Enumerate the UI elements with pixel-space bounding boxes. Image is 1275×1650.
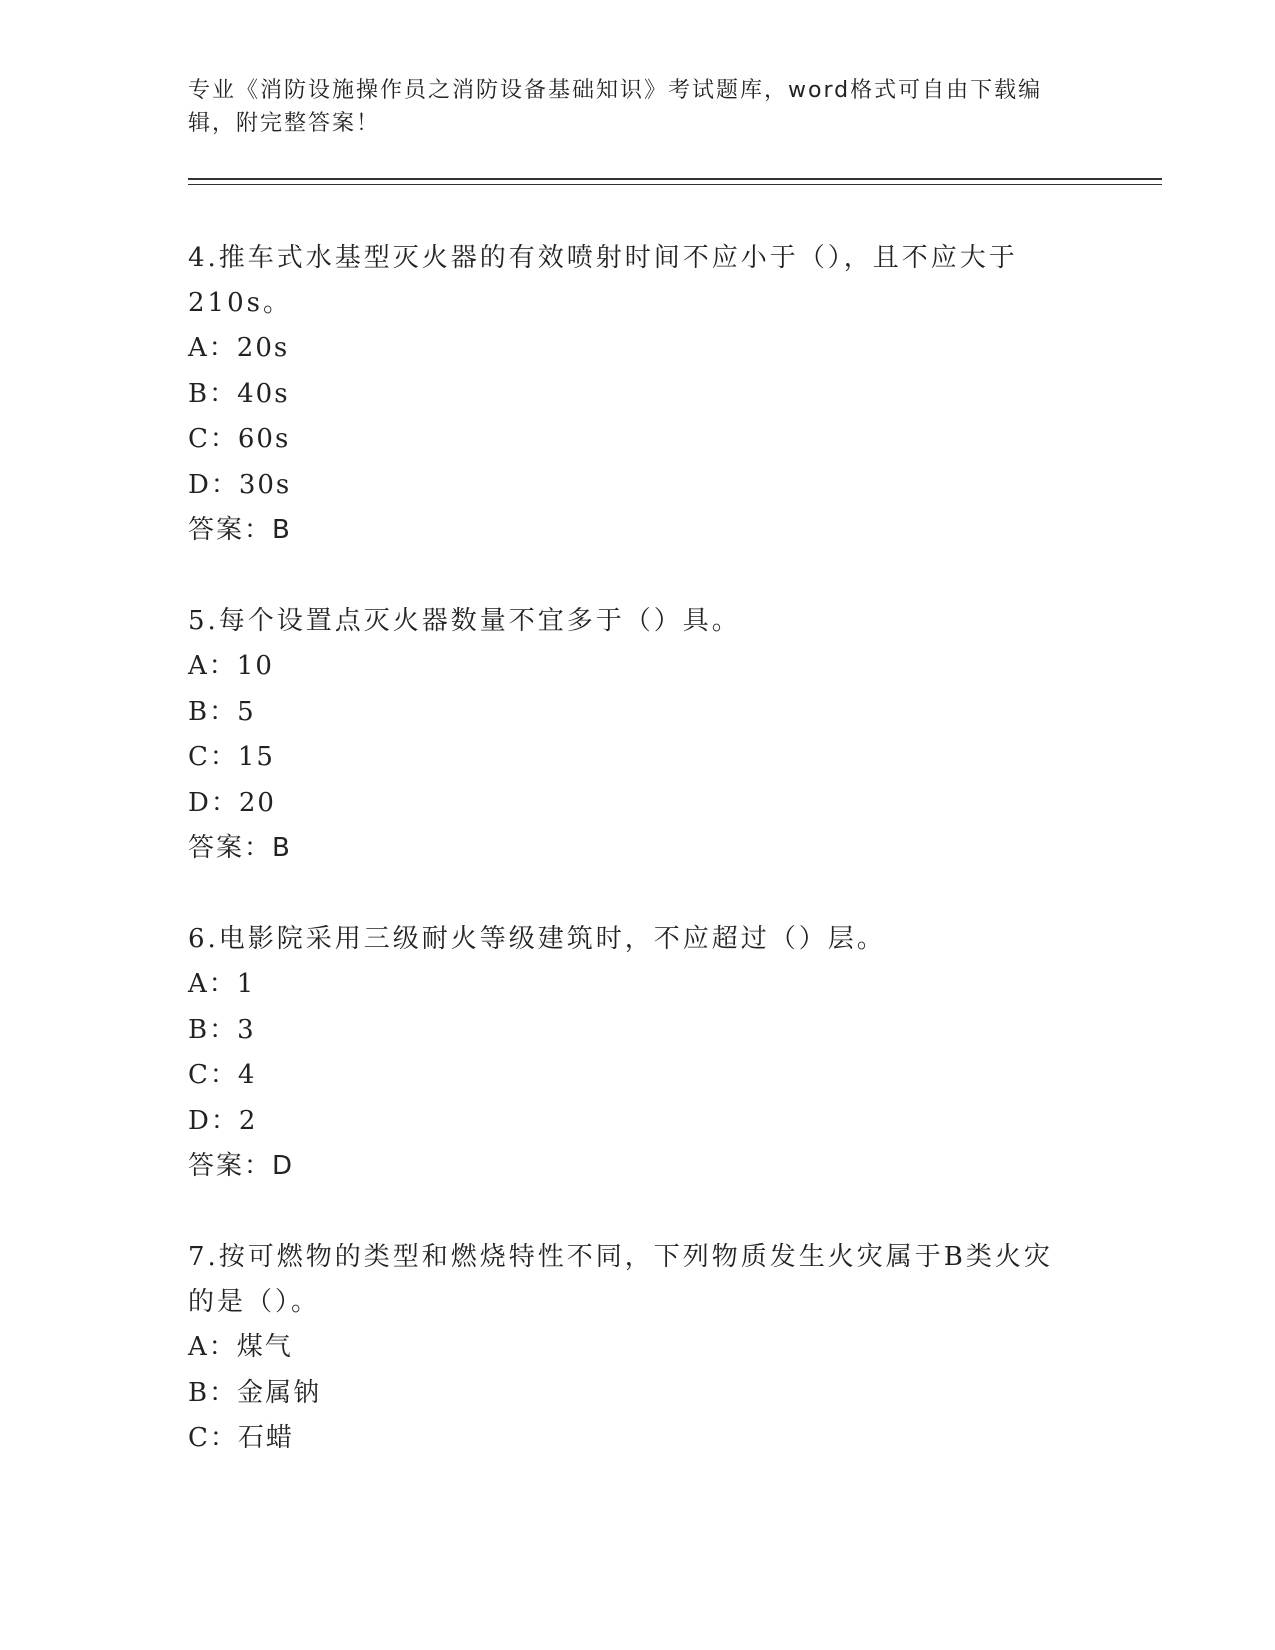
header-divider-thin <box>188 184 1162 185</box>
question-7 <box>188 1235 1068 1462</box>
answer-line: 答案：B <box>188 515 292 545</box>
question-list <box>188 236 1068 1508</box>
question-stem: 7.按可燃物的类型和燃烧特性不同，下列物质发生火灾属于B类火灾的是（）。 <box>188 1242 1053 1317</box>
question-stem: 5.每个设置点灭火器数量不宜多于（）具。 <box>188 606 741 636</box>
option-b: B：40s <box>188 378 290 409</box>
option-c: C：4 <box>188 1060 257 1090</box>
header-divider-thick <box>188 178 1162 180</box>
option-c: C：石蜡 <box>188 1423 294 1453</box>
option-a: A：1 <box>188 969 256 999</box>
document-header: 专业《消防设施操作员之消防设备基础知识》考试题库，word格式可自由下载编辑，附完整答案！ <box>188 78 1043 136</box>
option-a: A：20s <box>188 333 290 363</box>
option-b: B：金属钠 <box>188 1377 322 1408</box>
question-stem: 6.电影院采用三级耐火等级建筑时，不应超过（）层。 <box>188 924 886 954</box>
option-c: C：15 <box>188 742 275 772</box>
option-b: B：5 <box>188 696 256 727</box>
option-a: A：煤气 <box>188 1332 293 1362</box>
question-4 <box>188 236 1068 553</box>
option-d: D：30s <box>188 469 292 500</box>
question-5 <box>188 599 1068 871</box>
question-stem: 4.推车式水基型灭火器的有效喷射时间不应小于（），且不应大于210s。 <box>188 243 1018 318</box>
answer-line: 答案：B <box>188 833 292 863</box>
answer-line: 答案：D <box>188 1151 295 1181</box>
option-d: D：20 <box>188 787 276 818</box>
option-b: B：3 <box>188 1014 256 1045</box>
question-6 <box>188 917 1068 1189</box>
option-d: D：2 <box>188 1105 258 1136</box>
option-c: C：60s <box>188 424 291 454</box>
option-a: A：10 <box>188 651 274 681</box>
